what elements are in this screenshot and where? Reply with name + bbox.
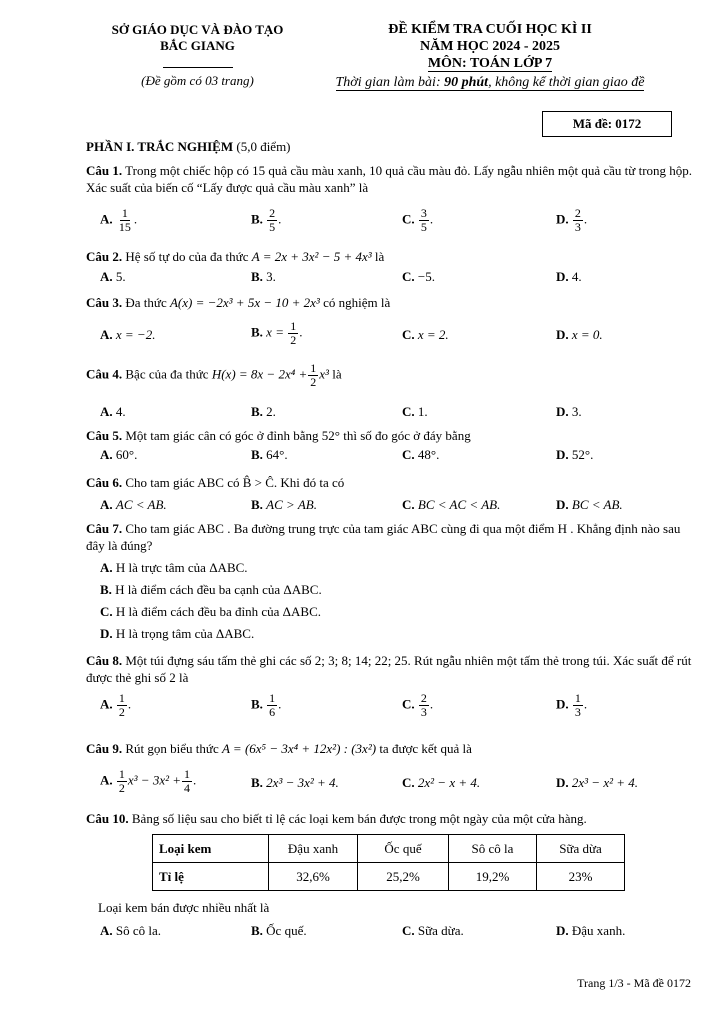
q3-option-c[interactable]: C. x = 2.: [402, 327, 449, 342]
dept-line-2: BẮC GIANG: [160, 38, 235, 53]
q9-option-d[interactable]: D. 2x³ − x² + 4.: [556, 775, 639, 790]
q4-option-a[interactable]: A. 4.: [100, 404, 126, 419]
table-header-cell: Sô cô la: [449, 835, 537, 863]
q3-option-d[interactable]: D. x = 0.: [556, 327, 603, 342]
q8-option-c[interactable]: C. $\frac{2}{3}$ .: [402, 691, 434, 719]
subject: MÔN: TOÁN LỚP 7: [427, 56, 553, 71]
q6-option-a[interactable]: A. AC < AB.: [100, 497, 167, 512]
pages-note: (Đề gồm có 03 trang): [141, 73, 254, 88]
question-9: Câu 9. Rút gọn biểu thức A = (6x⁵ − 3x⁴ + 12x²) : (3x²) ta được kết quả là: [86, 741, 472, 756]
q4-option-b[interactable]: B. 2.: [251, 404, 276, 419]
question-6: Câu 6. Cho tam giác ABC có B̂ > Ĉ. Khi đó ta có: [86, 475, 345, 490]
question-8: Câu 8. Một túi đựng sáu tấm thẻ ghi các số 2; 3; 8; 14; 22; 25. Rút ngẫu nhiên một tấm thẻ trong túi. Xác suất để rút được thẻ ghi số 2 là: [86, 653, 692, 685]
q1-option-d[interactable]: D. $\frac{2}{3}$ .: [556, 206, 588, 234]
school-year: NĂM HỌC 2024 - 2025: [420, 39, 560, 54]
table-cell: 23%: [537, 863, 625, 891]
part1-heading: PHẦN I. TRẮC NGHIỆM (5,0 điểm): [86, 139, 291, 154]
q6-option-d[interactable]: D. BC < AB.: [556, 497, 623, 512]
table-header-cell: Sữa dừa: [537, 835, 625, 863]
time-line: [300, 75, 680, 91]
q5-option-d[interactable]: D. 52°.: [556, 447, 594, 462]
q6-option-c[interactable]: C. BC < AC < AB.: [402, 497, 501, 512]
q8-option-d[interactable]: D. $\frac{1}{3}$ .: [556, 691, 588, 719]
q3-option-a[interactable]: A. x = −2.: [100, 327, 156, 342]
q5-option-a[interactable]: A. 60°.: [100, 447, 138, 462]
q7-option-a[interactable]: A. H là trực tâm của ΔABC.: [100, 560, 248, 575]
q3-option-b[interactable]: B. x = $\frac{1}{2}$ .: [251, 319, 303, 347]
time-value: 90 phút: [444, 75, 489, 90]
q10-subquestion: Loại kem bán được nhiều nhất là: [98, 900, 270, 915]
q8-option-b[interactable]: B. $\frac{1}{6}$ .: [251, 691, 282, 719]
table-cell: 25,2%: [358, 863, 449, 891]
q1-option-a[interactable]: A. $\frac{1}{15}$ .: [100, 206, 138, 234]
q9-option-b[interactable]: B. 2x³ − 3x² + 4.: [251, 775, 339, 790]
table-cell: Tỉ lệ: [153, 863, 269, 891]
table-header-row: [153, 835, 625, 863]
q10-option-a[interactable]: A. Sô cô la.: [100, 923, 162, 938]
q10-option-b[interactable]: B. Ốc quế.: [251, 923, 307, 938]
table-header-cell: Loại kem: [153, 835, 269, 863]
q9-option-a[interactable]: A. $\frac{1}{2}$ x³ − 3x² + $\frac{1}{4}$ .: [100, 767, 197, 795]
page-footer: Trang 1/3 - Mã đề 0172: [577, 976, 691, 990]
question-7: Câu 7. Cho tam giác ABC . Ba đường trung trực của tam giác ABC cùng đi qua một điểm H . Khẳng định nào sau đây là đúng?: [86, 521, 681, 553]
question-1: Câu 1. Trong một chiếc hộp có 15 quả cầu màu xanh, 10 quả cầu màu đỏ. Lấy ngẫu nhiên một quả cầu từ trong hộp. Xác suất của biến cố “Lấy được quả cầu màu xanh” là: [86, 163, 693, 195]
q2-option-b[interactable]: B. 3.: [251, 269, 276, 284]
question-3: Câu 3. Đa thức A(x) = −2x³ + 5x − 10 + 2x³ có nghiệm là: [86, 295, 391, 310]
question-10: Câu 10. Bảng số liệu sau cho biết tỉ lệ các loại kem bán được trong một ngày của một cửa hàng.: [86, 811, 587, 826]
q8-option-a[interactable]: A. $\frac{1}{2}$ .: [100, 691, 132, 719]
exam-title: ĐỀ KIỂM TRA CUỐI HỌC KÌ II: [388, 22, 592, 37]
question-2: Câu 2. Hệ số tự do của đa thức A = 2x + 3x² − 5 + 4x³ là: [86, 249, 385, 264]
q5-option-b[interactable]: B. 64°.: [251, 447, 288, 462]
q5-option-c[interactable]: C. 48°.: [402, 447, 440, 462]
table-row: [153, 863, 625, 891]
q6-option-b[interactable]: B. AC > AB.: [251, 497, 317, 512]
exam-code-box: Mã đề: 0172: [542, 111, 672, 137]
q1-option-b[interactable]: B. $\frac{2}{5}$ .: [251, 206, 282, 234]
time-prefix: Thời gian làm bài:: [335, 75, 445, 90]
q9-option-c[interactable]: C. 2x² − x + 4.: [402, 775, 481, 790]
q1-option-c[interactable]: C. $\frac{3}{5}$ .: [402, 206, 434, 234]
question-5: Câu 5. Một tam giác cân có góc ở đỉnh bằng 52° thì số đo góc ở đáy bằng: [86, 428, 471, 443]
q4-option-c[interactable]: C. 1.: [402, 404, 428, 419]
q2-option-a[interactable]: A. 5.: [100, 269, 126, 284]
ice-cream-table: [152, 834, 625, 891]
dept-line-1: SỞ GIÁO DỤC VÀ ĐÀO TẠO: [111, 22, 284, 37]
q7-option-b[interactable]: B. H là điểm cách đều ba cạnh của ΔABC.: [100, 582, 322, 597]
q2-option-d[interactable]: D. 4.: [556, 269, 582, 284]
q10-option-c[interactable]: C. Sữa dừa.: [402, 923, 464, 938]
table-cell: 19,2%: [449, 863, 537, 891]
q2-option-c[interactable]: C. −5.: [402, 269, 435, 284]
q4-option-d[interactable]: D. 3.: [556, 404, 582, 419]
table-header-cell: Đậu xanh: [269, 835, 358, 863]
question-4: Câu 4. Bậc của đa thức H(x) = 8x − 2x⁴ + $\frac{1}{2}$ x³ là: [86, 361, 342, 389]
q7-option-c[interactable]: C. H là điểm cách đều ba đỉnh của ΔABC.: [100, 604, 321, 619]
table-cell: 32,6%: [269, 863, 358, 891]
table-header-cell: Ốc quế: [358, 835, 449, 863]
q10-option-d[interactable]: D. Đậu xanh.: [556, 923, 626, 938]
dept-underline: [90, 56, 305, 72]
time-suffix: , không kể thời gian giao đề: [488, 75, 645, 90]
q7-option-d[interactable]: D. H là trọng tâm của ΔABC.: [100, 626, 255, 641]
